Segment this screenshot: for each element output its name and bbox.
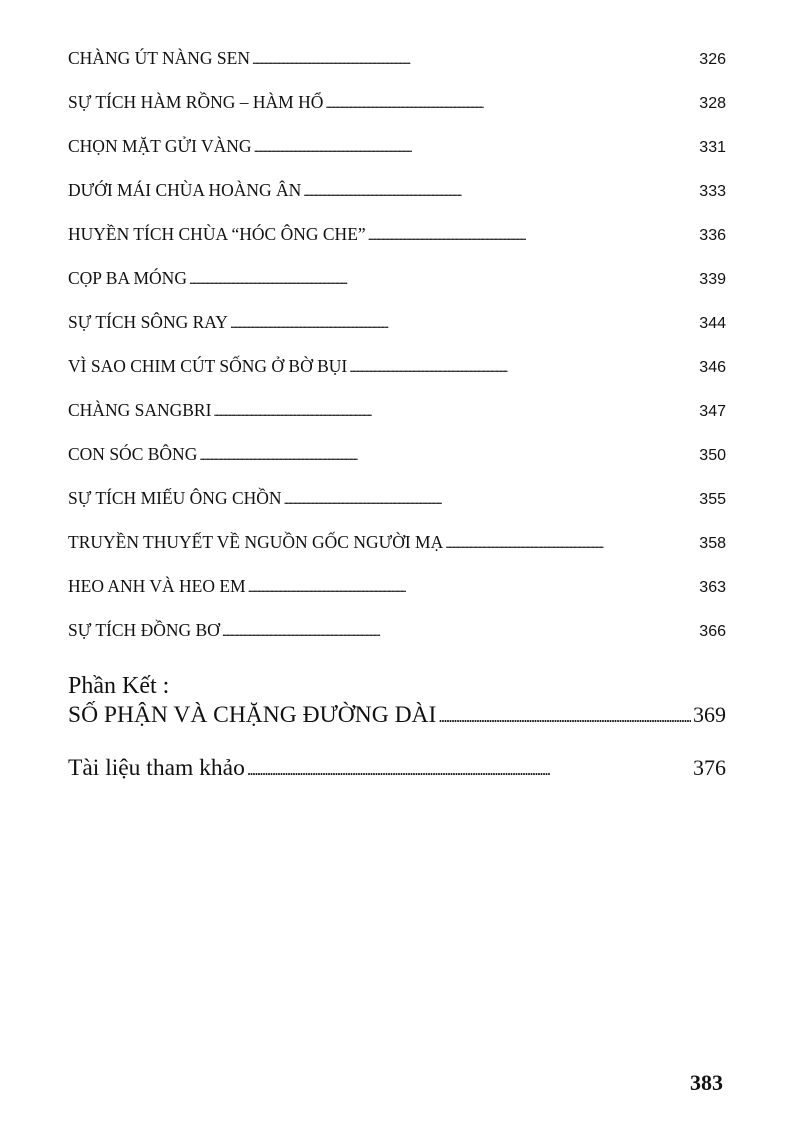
entry-page: 331 — [699, 139, 726, 156]
entry-page: 333 — [699, 183, 726, 200]
toc-entry — [68, 92, 726, 136]
toc-entry — [68, 488, 726, 532]
entry-title: HEO ANH VÀ HEO EM — [68, 576, 246, 596]
entry-title: SỰ TÍCH SÔNG RAY — [68, 312, 228, 332]
entry-title: CON SÓC BÔNG — [68, 444, 198, 464]
entry-page: 339 — [699, 271, 726, 288]
table-of-contents — [68, 48, 726, 664]
entry-page: 358 — [699, 535, 726, 552]
entry-title: SỐ PHẬN VÀ CHẶNG ĐƯỜNG DÀI — [68, 702, 437, 728]
toc-entry — [68, 136, 726, 180]
dot-leader — [254, 136, 698, 157]
part-entry — [68, 702, 726, 742]
toc-entry — [68, 48, 726, 92]
entry-title: SỰ TÍCH HÀM RỒNG – HÀM HỔ — [68, 92, 324, 112]
toc-entry — [68, 532, 726, 576]
dot-leader — [303, 180, 697, 201]
dot-leader — [230, 312, 697, 333]
entry-title: Tài liệu tham khảo — [68, 755, 245, 781]
dot-leader — [222, 620, 697, 641]
entry-title: CHÀNG ÚT NÀNG SEN — [68, 48, 250, 68]
entry-title: DƯỚI MÁI CHÙA HOÀNG ÂN — [68, 180, 302, 200]
entry-title: SỰ TÍCH ĐỒNG BƠ — [68, 620, 220, 640]
entry-title: HUYỀN TÍCH CHÙA “HÓC ÔNG CHE” — [68, 224, 366, 244]
entry-title: TRUYỀN THUYẾT VỀ NGUỒN GỐC NGƯỜI MẠ — [68, 532, 444, 552]
entry-title: CHÀNG SANGBRI — [68, 400, 212, 420]
toc-entry — [68, 180, 726, 224]
dot-leader — [325, 92, 697, 113]
toc-entry — [68, 268, 726, 312]
page-number: 383 — [690, 1070, 723, 1095]
entry-title: CHỌN MẶT GỬI VÀNG — [68, 136, 252, 156]
dot-leader — [213, 400, 697, 421]
entry-page: 347 — [699, 403, 726, 420]
entry-title: VÌ SAO CHIM CÚT SỐNG Ở BỜ BỤI — [68, 356, 348, 376]
toc-entry — [68, 312, 726, 356]
toc-entry — [68, 224, 726, 268]
entry-page: 336 — [699, 227, 726, 244]
part-heading: Phần Kết : — [68, 673, 170, 699]
entry-page: 363 — [699, 579, 726, 596]
dot-leader — [438, 702, 691, 729]
toc-entry — [68, 356, 726, 400]
entry-title: CỌP BA MÓNG — [68, 268, 187, 288]
entry-page: 376 — [693, 755, 726, 780]
toc-entry — [68, 444, 726, 488]
entry-page: 350 — [699, 447, 726, 464]
entry-page: 355 — [699, 491, 726, 508]
references-entry — [68, 755, 726, 795]
dot-leader — [349, 356, 697, 377]
dot-leader — [445, 532, 697, 553]
toc-entry — [68, 620, 726, 664]
dot-leader — [189, 268, 697, 289]
dot-leader — [248, 576, 698, 597]
entry-page: 366 — [699, 623, 726, 640]
dot-leader — [247, 755, 691, 782]
entry-page: 346 — [699, 359, 726, 376]
entry-title: SỰ TÍCH MIẾU ÔNG CHỒN — [68, 488, 282, 508]
entry-page: 326 — [699, 51, 726, 68]
toc-entry — [68, 576, 726, 620]
toc-entry — [68, 400, 726, 444]
dot-leader — [284, 488, 698, 509]
entry-page: 344 — [699, 315, 726, 332]
entry-page: 369 — [693, 702, 726, 727]
dot-leader — [199, 444, 697, 465]
dot-leader — [252, 48, 697, 69]
entry-page: 328 — [699, 95, 726, 112]
dot-leader — [368, 224, 698, 245]
